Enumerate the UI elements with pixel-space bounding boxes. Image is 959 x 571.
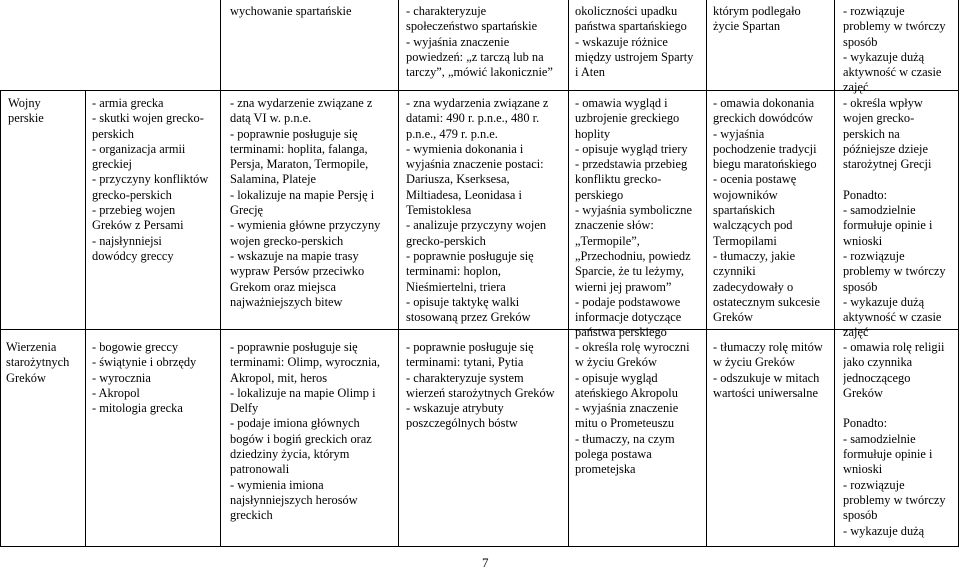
cell-r2-grade-cel: - omawia rolę religii jako czynnika jednoczącego Greków Ponadto: - samodzielnie formułuje opinie i wnioski - rozwiązuje problemy w twórczy sposób - wykazuje dużą	[843, 340, 946, 538]
cell-r1-grade-bdb: - omawia dokonania greckich dowódców - wyjaśnia pochodzenie tradycji biegu maratońskiego - ocenia postawę wojowników spartańskich walczących pod Termopilami - tłumaczy, jakie czynniki zadecydowały o ostatecznym sukcesie Greków	[713, 96, 821, 325]
cell-r2-grade-dop: - poprawnie posługuje się terminami: Olimp, wyrocznia, Akropol, mit, heros - lokalizuje na mapie Olimp i Delfy - podaje imiona głównych bogów i bogiń greckich oraz dziedziny życia, którym patronowali - wymienia imiona najsłynniejszych herosów greckich	[230, 340, 381, 523]
cell-r0-grade-dst: - charakteryzuje społeczeństwo spartańskie - wyjaśnia znaczenie powiedzeń: „z tarczą lub na tarczy”, „mówić lakonicznie”	[406, 4, 553, 80]
cell-r2-grade-bdb: - tłumaczy rolę mitów w życiu Greków - odszukuje w mitach wartości uniwersalne	[713, 340, 823, 400]
page-number: 7	[482, 555, 489, 570]
cell-r1-content: - armia grecka - skutki wojen grecko- perskich - organizacja armii greckiej - przyczyny konfliktów grecko-perskich - przebieg wojen Greków z Persami - najsłynniejsi dowódcy greccy	[92, 96, 209, 263]
cell-r2-grade-dst: - poprawnie posługuje się terminami: tytani, Pytia - charakteryzuje system wierzeń starożytnych Greków - wskazuje atrybuty poszczególnych bóstw	[406, 340, 555, 431]
table-border-col6	[834, 0, 835, 547]
cell-r1-grade-dst: - zna wydarzenia związane z datami: 490 r. p.n.e., 480 r. p.n.e., 479 r. p.n.e. - wymienia dokonania i wyjaśnia znaczenie postaci: Dariusza, Kserksesa, Miltiadesa, Leonidasa i Temistoklesa - analizuje przyczyny wojen grecko-perskich - poprawnie posługuje się terminami: hoplon, Nieśmiertelni, triera - opisuje taktykę walki stosowaną przez Greków	[406, 96, 549, 325]
table-border-bottom	[0, 546, 959, 547]
table-border-left	[0, 90, 1, 547]
table-border-col2	[220, 0, 221, 547]
cell-r1-grade-db: - omawia wygląd i uzbrojenie greckiego hoplity - opisuje wygląd triery - przedstawia przebieg konfliktu grecko- perskiego - wyjaśnia symboliczne znaczenie słów: „Termopile”, „Przechodniu, powiedz Sparcie, że tu leżymy, wierni jej prawom” - podaje podstawowe informacje dotyczące państwa perskiego	[575, 96, 692, 340]
table-border-row2-top	[0, 329, 959, 330]
cell-r0-topics: wychowanie spartańskie	[230, 4, 352, 18]
cell-r1-section: Wojny perskie	[8, 96, 44, 126]
cell-r2-content: - bogowie greccy - świątynie i obrzędy - wyrocznia - Akropol - mitologia grecka	[92, 340, 197, 416]
cell-r2-grade-db: - określa rolę wyroczni w życiu Greków - opisuje wygląd ateńskiego Akropolu - wyjaśnia znaczenie mitu o Prometeuszu - tłumaczy, na czym polega postawa prometejska	[575, 340, 690, 477]
table-border-col1	[85, 90, 86, 547]
cell-r1-grade-dop: - zna wydarzenie związane z datą VI w. p.n.e. - poprawnie posługuje się terminami: hoplita, falanga, Persja, Maraton, Termopile, Salamina, Plateje - lokalizuje na mapie Persję i Grecję - wymienia główne przyczyny wojen grecko-perskich - wskazuje na mapie trasy wypraw Persów przeciwko Grekom oraz miejsca najważniejszych bitew	[230, 96, 381, 309]
cell-r1-grade-cel: - określa wpływ wojen grecko- perskich na późniejsze dzieje starożytnej Grecji Ponadto: - samodzielnie formułuje opinie i wnioski - rozwiązuje problemy w twórczy sposób - wykazuje dużą aktywność w czasie zajęć	[843, 96, 946, 340]
cell-r2-section: Wierzenia starożytnych Greków	[6, 340, 70, 385]
cell-r0-grade-cel: - rozwiązuje problemy w twórczy sposób - wykazuje dużą aktywność w czasie zajęć	[843, 4, 946, 95]
table-border-col3	[398, 0, 399, 547]
table-border-col4	[568, 0, 569, 547]
cell-r0-grade-db: okoliczności upadku państwa spartańskiego - wskazuje różnice między ustrojem Sparty i Aten	[575, 4, 694, 80]
cell-r0-grade-bdb: którym podlegało życie Spartan	[713, 4, 801, 34]
table-border-row1-top	[0, 90, 959, 91]
table-border-col5	[706, 0, 707, 547]
